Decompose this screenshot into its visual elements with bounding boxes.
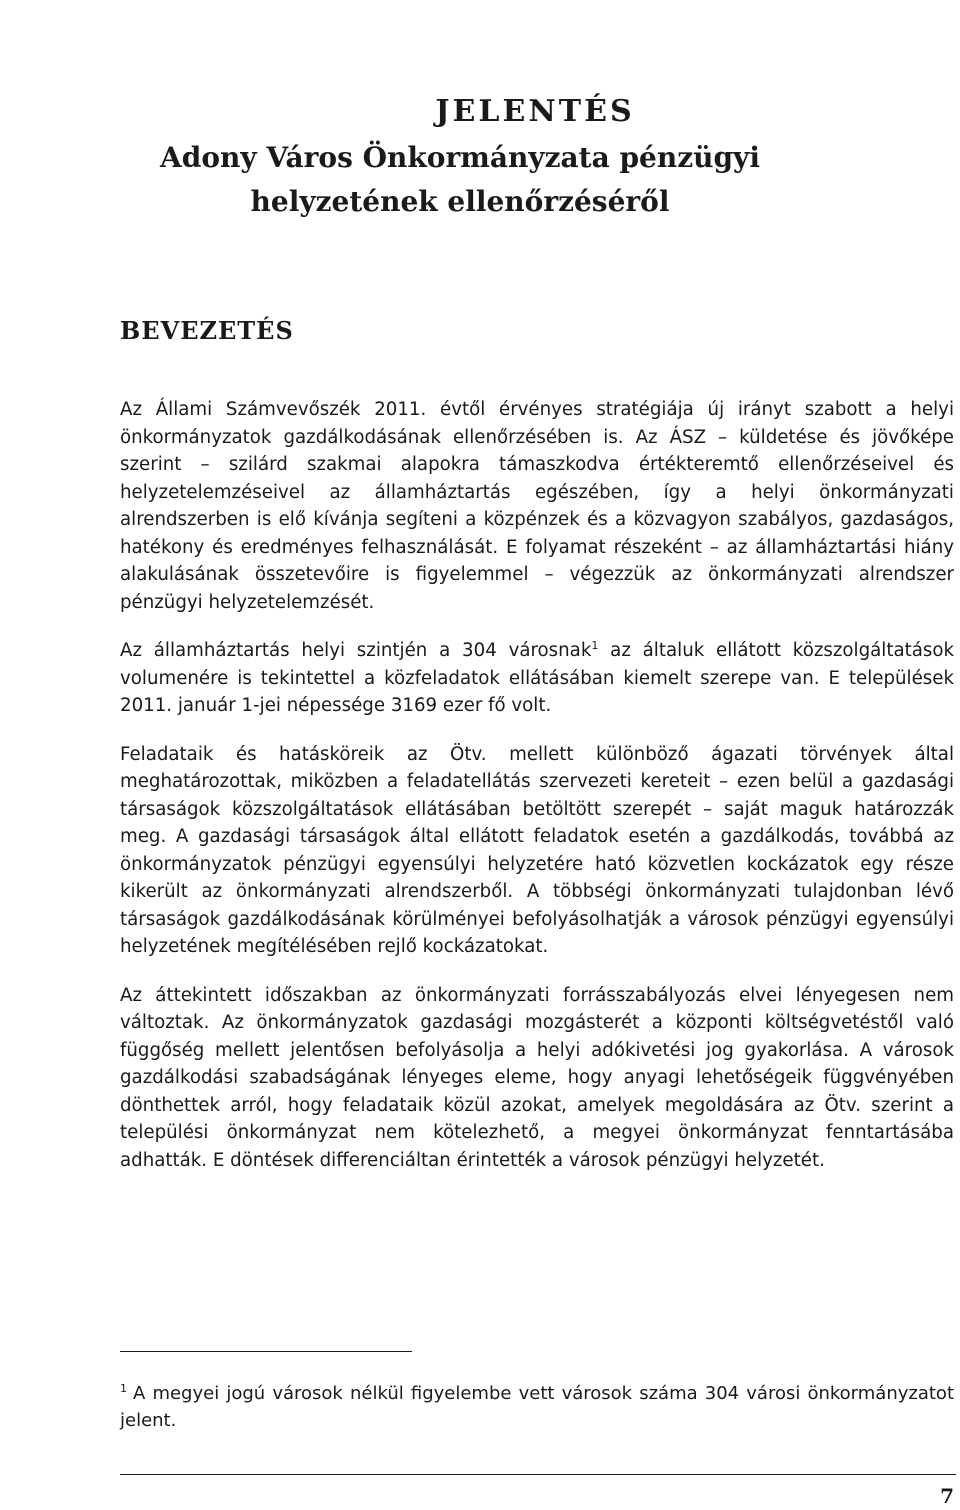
page-footer-divider [120, 1474, 956, 1475]
paragraph-1: Az Állami Számvevőszék 2011. évtől érvényes stratégiája új irányt szabott a helyi önkormányzatok gazdálkodásának ellenőrzésében is. Az ÁSZ – küldetése és jövőképe szerint – szilárd szakmai alapokra támaszkodva értékteremtő ellenőrzéseivel és helyzetelemzéseivel az államháztartás egészében, így a helyi önkormányzati alrendszerben is elő kívánja segíteni a közpénzek és a közvagyon szabályos, gazdaságos, hatékony és eredményes felhasználását. E folyamat részeként – az államháztartási hiány alakulásának összetevőire is figyelemmel – végezzük az önkormányzati alrendszer pénzügyi helyzetelemzését. [120, 399, 954, 613]
paragraph-2 [120, 637, 954, 720]
footnote-marker: 1 [120, 1382, 127, 1395]
section-heading: BEVEZETÉS [120, 316, 294, 345]
footnote-text: A megyei jogú városok nélkül figyelembe vett városok száma 304 városi önkormányzatot jelent. [120, 1383, 954, 1431]
report-subtitle: Adony Város Önkormányzata pénzügyi helyzetének ellenőrzéséről [160, 141, 760, 218]
paragraph-2-text-after: az általuk ellátott közszolgáltatások volumenére is tekintettel a közfeladatok ellátásában kiemelt szerepe van. E települések 2011. január 1-jei népessége 3169 ezer fő volt. [120, 640, 955, 716]
report-label: JELENTÉS [435, 94, 635, 129]
footnote [120, 1380, 954, 1434]
paragraph-4: Az áttekintett időszakban az önkormányzati forrásszabályozás elvei lényegesen nem változtak. Az önkormányzatok gazdasági mozgásterét a központi költségvetéstől való függőség mellett jelentősen befolyásolja a helyi adókivetési jog gyakorlása. A városok gazdálkodási szabadságának lényeges eleme, hogy anyagi lehetőségeik függvényében dönthettek arról, hogy feladataik közül azokat, amelyek megoldására az Ötv. szerint a települési önkormányzat nem kötelezhető, a megyei önkormányzat fenntartásába adhatták. E döntések differenciáltan érintették a városok pénzügyi helyzetét. [120, 984, 954, 1171]
body-text [120, 396, 954, 1195]
paragraph-3: Feladataik és hatásköreik az Ötv. mellett különböző ágazati törvények által meghatározottak, miközben a feladatellátás szervezeti kereteit – ezen belül a gazdasági társaságok közszolgáltatások ellátásában betöltött szerepét – saját maguk határozzák meg. A gazdasági társaságok által ellátott feladatok esetén a gazdálkodás, továbbá az önkormányzatok pénzügyi egyensúlyi helyzetére ható közvetlen kockázatok egy része kikerült az önkormányzati alrendszerből. A többségi önkormányzati tulajdonban lévő társaságok gazdálkodásának körülményei befolyásolhatják a városok pénzügyi egyensúlyi helyzetének megítélésében rejlő kockázatokat. [120, 743, 954, 957]
page-number: 7 [940, 1484, 954, 1508]
paragraph-2-text-before: Az államháztartás helyi szintjén a 304 városnak [120, 640, 592, 661]
footnote-divider [120, 1351, 412, 1352]
footnote-reference: 1 [591, 638, 599, 652]
report-title-block [0, 92, 960, 224]
